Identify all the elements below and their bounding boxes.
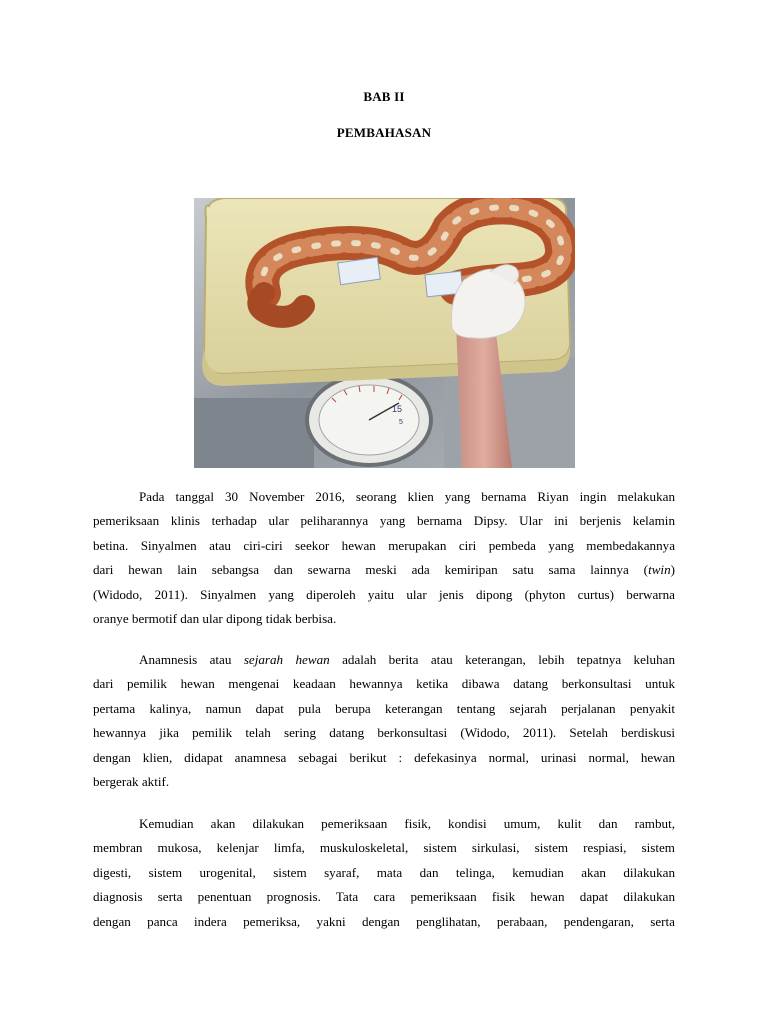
dial-marking: 5 (399, 419, 403, 426)
text-line: betina. Sinyalmen atau ciri-ciri seekor hewan merupakan ciri pembeda yang membedakannya (93, 537, 675, 553)
chapter-heading: BAB II (363, 89, 405, 104)
section-title: PEMBAHASAN (336, 125, 432, 140)
text-line: hewannya jika pemilik telah sering datang berkonsultasi (Widodo, 2011). Setelah berdiskusi (93, 725, 675, 741)
text-line: Pada tanggal 30 November 2016, seorang klien yang bernama Riyan ingin melakukan (139, 489, 675, 504)
text-line: dengan panca indera pemeriksa, yakni dengan penglihatan, perabaan, pendengaran, serta (93, 913, 675, 929)
text-line: (Widodo, 2011). Sinyalmen yang diperoleh yaitu ular jenis dipong (phyton curtus) berwarna (93, 586, 675, 602)
snake-weighing-photo (194, 198, 575, 468)
text-line: Anamnesis atau sejarah hewan adalah berita atau keterangan, lebih tepatnya keluhan (139, 652, 675, 667)
paragraph-anamnesis (93, 648, 675, 794)
text-line: pemeriksaan klinis terhadap ular peliharannya yang bernama Dipsy. Ular ini berjenis kelamin (93, 513, 675, 529)
text-line: bergerak aktif. (93, 774, 170, 790)
text-line: dari hewan lain sebangsa dan sewarna meski ada kemiripan satu sama lainnya (twin) (93, 562, 675, 578)
text-line: membran mukosa, kelenjar limfa, muskuloskeletal, sistem sirkulasi, sistem respiasi, sistem (93, 840, 675, 856)
dial-marking: 15 (392, 404, 403, 414)
text-line: digesti, sistem urogenital, sistem syaraf, mata dan telinga, kemudian akan dilakukan (93, 864, 675, 880)
paragraph-physical-exam (93, 812, 675, 934)
italic-term: twin (648, 562, 671, 578)
text-line: Kemudian akan dilakukan pemeriksaan fisik, kondisi umum, kulit dan rambut, (139, 816, 675, 831)
text-line: dari pemilik hewan mengenai keadaan hewannya ketika dibawa datang berkonsultasi untuk (93, 676, 675, 692)
paragraph-signalement (93, 485, 675, 631)
italic-term: sejarah hewan (243, 652, 330, 667)
text-line: pertama kalinya, namun dapat pula berupa keterangan tentang sejarah perjalanan penyakit (93, 700, 675, 716)
text-line: oranye bermotif dan ular dipong tidak berbisa. (93, 611, 337, 627)
text-line: diagnosis serta penentuan prognosis. Tata cara pemeriksaan fisik hewan dapat dilakukan (93, 889, 675, 905)
text-line: dengan klien, didapat anamnesa sebagai berikut : defekasinya normal, urinasi normal, hewan (93, 749, 675, 765)
